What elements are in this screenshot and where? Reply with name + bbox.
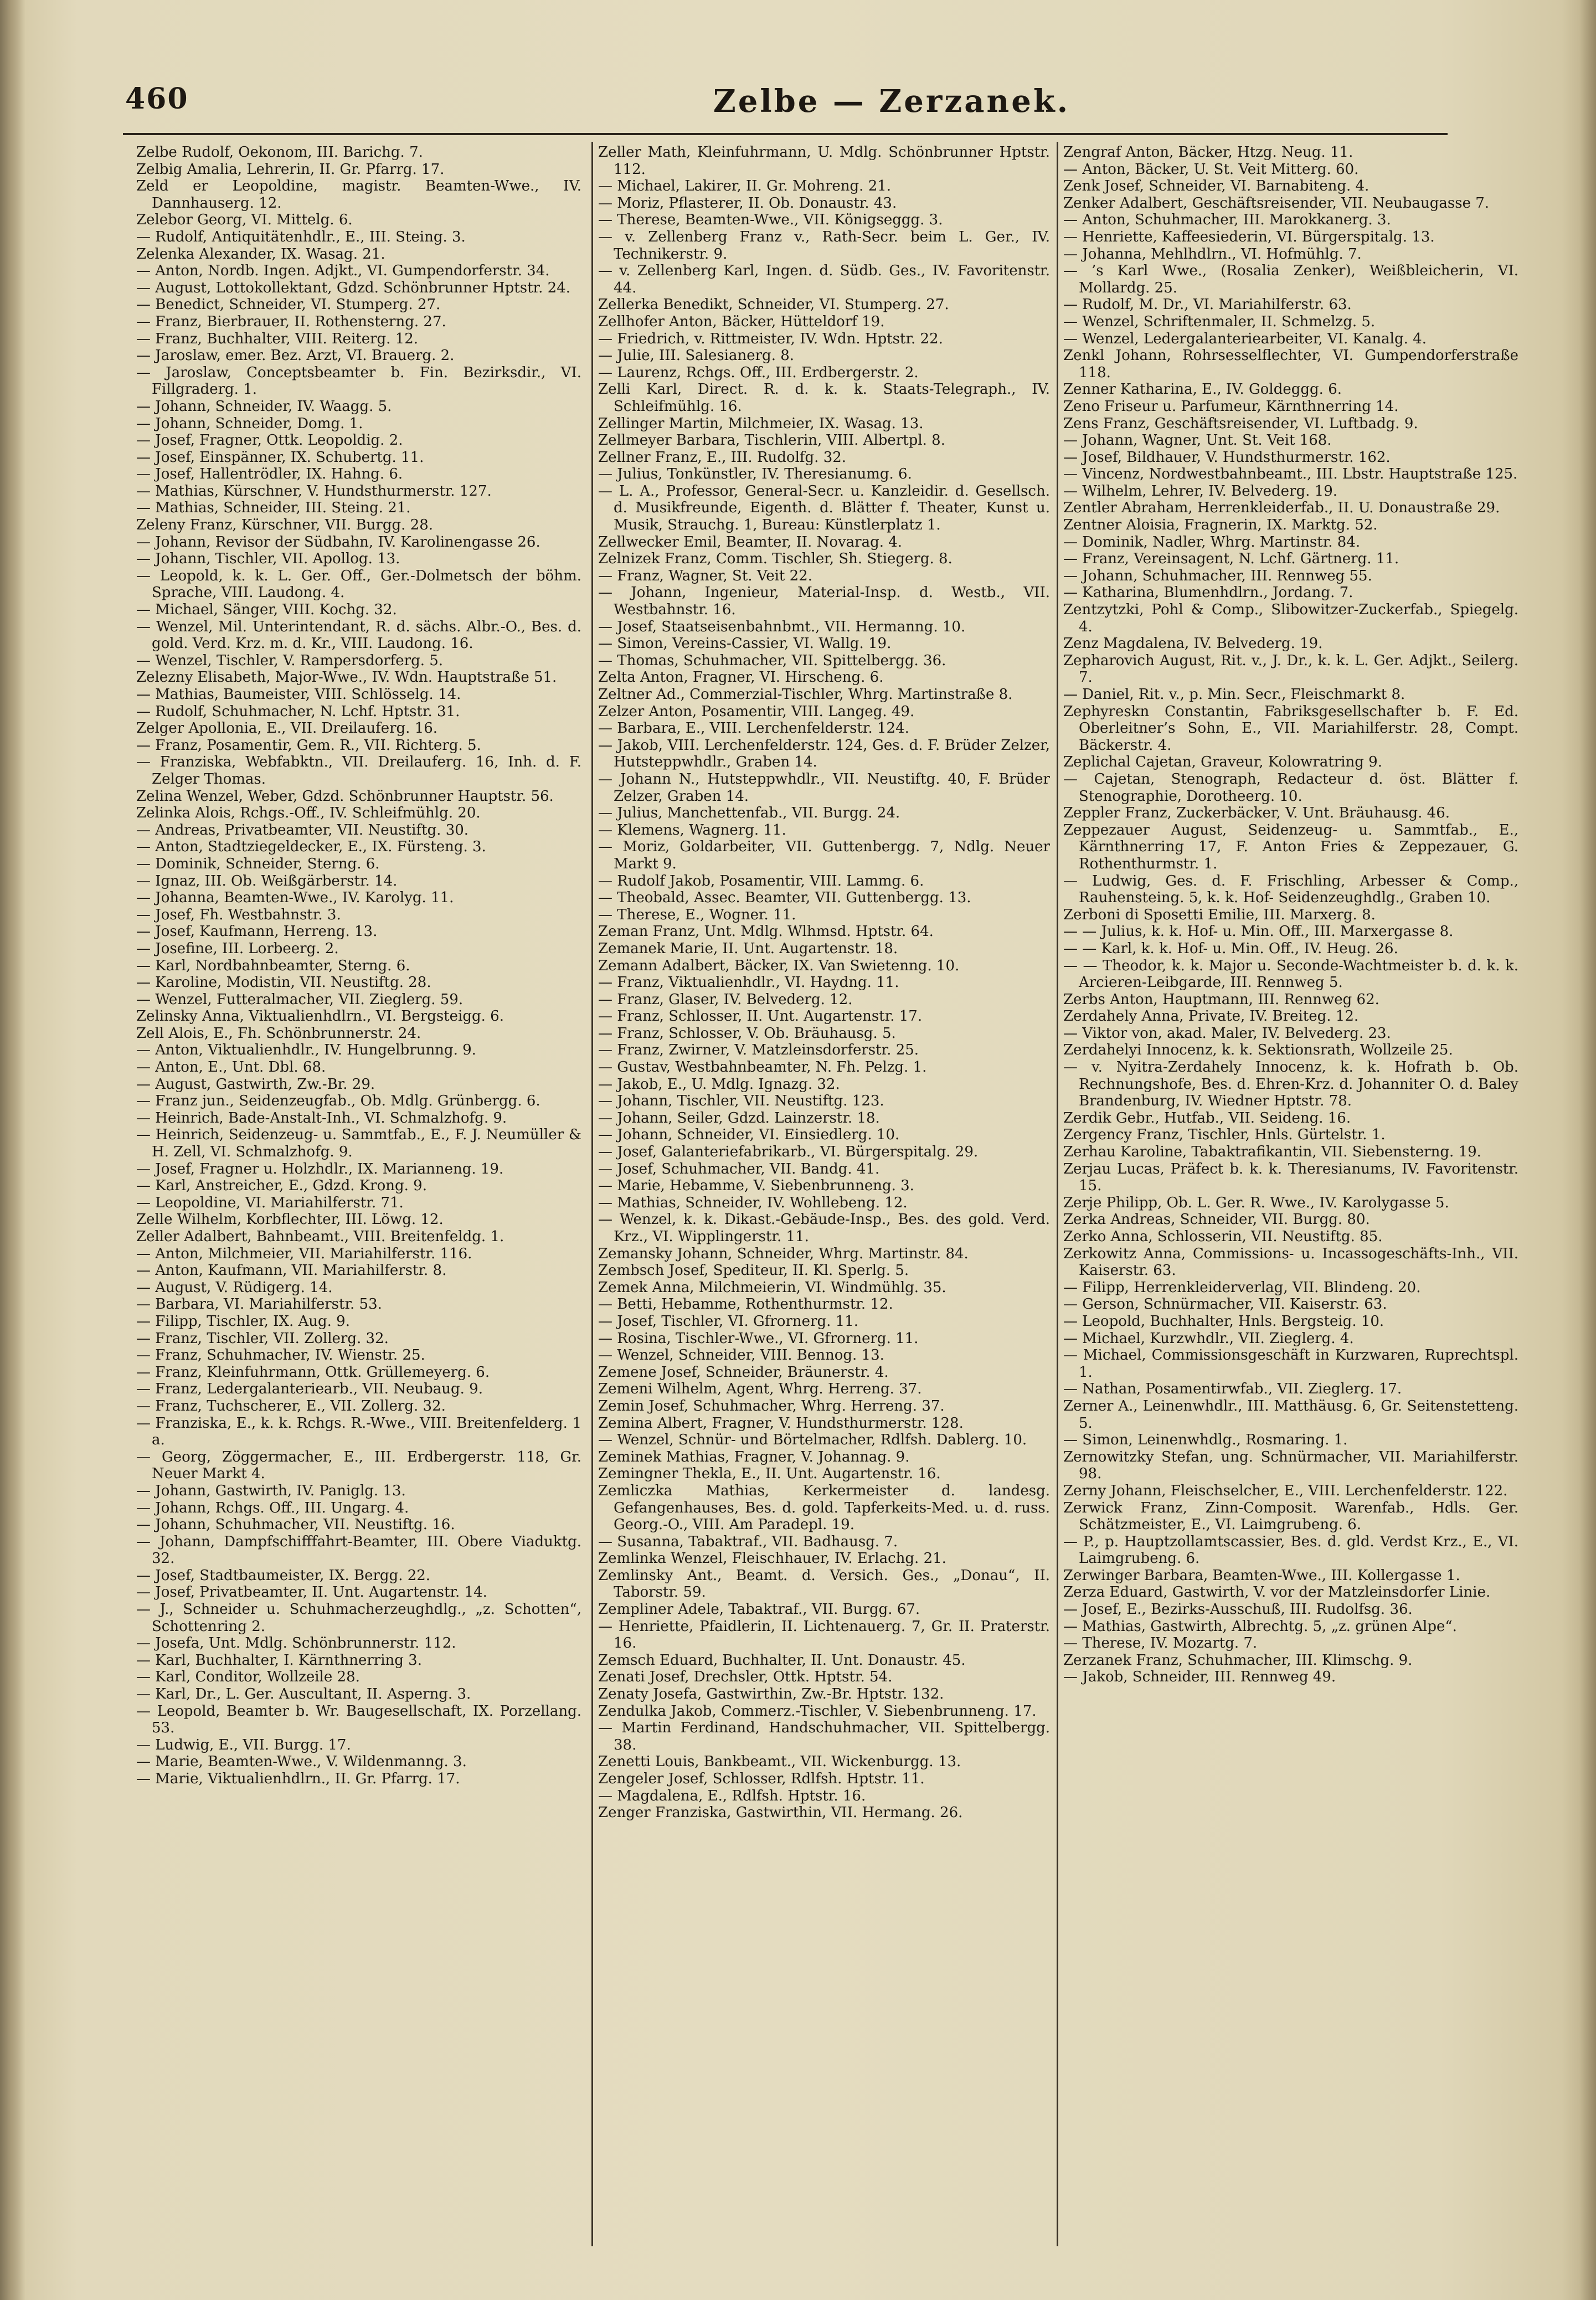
directory-entry: — Dominik, Schneider, Sterng. 6.	[136, 855, 380, 872]
directory-entry: Zellhofer Anton, Bäcker, Hütteldorf 19.	[598, 313, 885, 330]
header-divider	[123, 133, 1448, 135]
directory-entry: — Josefa, Unt. Mdlg. Schönbrunnerstr. 112.	[136, 1635, 456, 1652]
directory-entry: — Magdalena, E., Rdlfsh. Hptstr. 16.	[598, 1787, 866, 1804]
directory-entry: Zeno Friseur u. Parfumeur, Kärnthnerring 14.	[1063, 398, 1399, 415]
directory-entry: — Betti, Hebamme, Rothenthurmstr. 12.	[598, 1296, 893, 1313]
directory-entry: — Heinrich, Seidenzeug- u. Sammtfab., E., F. J. Neumüller & H. Zell, VI. Schmalzhofg. 9.	[136, 1126, 581, 1161]
directory-entry: — Leopold, Buchhalter, Hnls. Bergsteig. 10.	[1063, 1313, 1384, 1330]
directory-entry: Zellmeyer Barbara, Tischlerin, VIII. Albertpl. 8.	[598, 432, 945, 449]
directory-entry: — Jakob, VIII. Lerchenfelderstr. 124, Ges. d. F. Brüder Zelzer, Hutsteppwhdlr., Graben 14.	[598, 737, 1050, 771]
directory-entry: — Franz, Ledergalanteriearb., VII. Neubaug. 9.	[136, 1381, 483, 1398]
directory-entry: — Nathan, Posamentirwfab., VII. Zieglerg. 17.	[1063, 1381, 1402, 1398]
directory-entry: Zelbe Rudolf, Oekonom, III. Barichg. 7.	[136, 144, 423, 161]
directory-entry: Zembsch Josef, Spediteur, II. Kl. Sperlg. 5.	[598, 1262, 909, 1279]
directory-entry: — Wenzel, k. k. Dikast.-Gebäude-Insp., Bes. des gold. Verd. Krz., VI. Wipplingerstr. 11.	[598, 1211, 1050, 1245]
directory-entry: — Wenzel, Ledergalanteriearbeiter, VI. Kanalg. 4.	[1063, 330, 1427, 347]
directory-entry: Zerzanek Franz, Schuhmacher, III. Klimschg. 9.	[1063, 1651, 1413, 1669]
directory-entry: Zempliner Adele, Tabaktraf., VII. Burgg. 67.	[598, 1601, 920, 1618]
page-binding-shadow	[0, 0, 25, 2300]
directory-entry: Zelli Karl, Direct. R. d. k. k. Staats-Telegraph., IV. Schleifmühlg. 16.	[598, 381, 1050, 415]
directory-entry: Zelger Apollonia, E., VII. Dreilauferg. 16.	[136, 720, 438, 737]
directory-entry: — Leopold, Beamter b. Wr. Baugesellschaft, IX. Porzellang. 53.	[136, 1702, 581, 1737]
directory-entry: Zerjau Lucas, Präfect b. k. k. Theresianums, IV. Favoritenstr. 15.	[1063, 1160, 1518, 1195]
directory-entry: — Josef, Kaufmann, Herreng. 13.	[136, 923, 378, 940]
directory-entry: — J., Schneider u. Schuhmacherzeughdlg., „z. Schotten“, Schottenring 2.	[136, 1601, 581, 1635]
directory-entry: — Filipp, Tischler, IX. Aug. 9.	[136, 1313, 350, 1330]
directory-entry: Zerdik Gebr., Hutfab., VII. Seideng. 16.	[1063, 1109, 1351, 1126]
directory-entry: Zelle Wilhelm, Korbflechter, III. Löwg. 12.	[136, 1211, 444, 1228]
directory-entry: — Johann, Rchgs. Off., III. Ungarg. 4.	[136, 1499, 409, 1516]
directory-entry: — Franz, Tischler, VII. Zollerg. 32.	[136, 1330, 389, 1347]
directory-entry: — Johanna, Beamten-Wwe., IV. Karolyg. 11.	[136, 889, 454, 907]
directory-entry: — August, Gastwirth, Zw.-Br. 29.	[136, 1076, 375, 1093]
directory-entry: Zerbs Anton, Hauptmann, III. Rennweg 62.	[1063, 991, 1379, 1008]
directory-entry: Zemsch Eduard, Buchhalter, II. Unt. Donaustr. 45.	[598, 1651, 966, 1669]
directory-entry: — Therese, Beamten-Wwe., VII. Königseggg. 3.	[598, 212, 943, 229]
directory-entry: Zerdahelyi Innocenz, k. k. Sektionsrath, Wollzeile 25.	[1063, 1042, 1453, 1059]
directory-entry: — Anton, Nordb. Ingen. Adjkt., VI. Gumpendorferstr. 34.	[136, 263, 550, 280]
directory-entry: Zelinka Alois, Rchgs.-Off., IV. Schleifmühlg. 20.	[136, 805, 481, 822]
directory-entry: — Therese, E., Wogner. 11.	[598, 906, 796, 923]
directory-entry: — ’s Karl Wwe., (Rosalia Zenker), Weißbleicherin, VI. Mollardg. 25.	[1063, 263, 1518, 296]
directory-entry: — Mathias, Schneider, III. Steing. 21.	[136, 500, 411, 517]
directory-entry: Zemeni Wilhelm, Agent, Whrg. Herreng. 37.	[598, 1381, 922, 1398]
directory-entry: — Thomas, Schuhmacher, VII. Spittelbergg. 36.	[598, 652, 946, 669]
directory-entry: — Susanna, Tabaktraf., VII. Badhausg. 7.	[598, 1533, 898, 1550]
directory-entry: — Johann, Schneider, Domg. 1.	[136, 415, 363, 432]
directory-entry: — Michael, Commissionsgeschäft in Kurzwaren, Ruprechtspl. 1.	[1063, 1347, 1518, 1381]
directory-entry: Zerny Johann, Fleischselcher, E., VIII. Lerchenfelderstr. 122.	[1063, 1482, 1508, 1499]
directory-entry: — Wenzel, Mil. Unterintendant, R. d. sächs. Albr.-O., Bes. d. gold. Verd. Krz. m. d. Kr., VIII. Laudong. 16.	[136, 618, 581, 652]
directory-entry: Zenz Magdalena, IV. Belvederg. 19.	[1063, 635, 1323, 652]
column-middle	[598, 144, 1050, 2243]
directory-entry: — Josef, Fh. Westbahnstr. 3.	[136, 906, 341, 923]
directory-entry: Zellinger Martin, Milchmeier, IX. Wasag. 13.	[598, 415, 924, 432]
directory-entry: — Franz, Viktualienhdlr., VI. Haydng. 11.	[598, 974, 899, 991]
directory-entry: — Heinrich, Bade-Anstalt-Inh., VI. Schmalzhofg. 9.	[136, 1109, 507, 1126]
directory-entry: Zerkowitz Anna, Commissions- u. Incassogeschäfts-Inh., VII. Kaiserstr. 63.	[1063, 1245, 1518, 1279]
directory-entry: Zenkl Johann, Rohrsesselflechter, VI. Gumpendorferstraße 118.	[1063, 347, 1518, 381]
directory-entry: Zeppezauer August, Seidenzeug- u. Sammtfab., E., Kärnthnerring 17, F. Anton Fries & Zeppezauer, G. Rothenthurmstr. 1.	[1063, 821, 1518, 872]
directory-entry: Zelbig Amalia, Lehrerin, II. Gr. Pfarrg. 17.	[136, 161, 445, 178]
directory-entry: — Josef, Fragner, Ottk. Leopoldig. 2.	[136, 432, 403, 449]
directory-entry: — Ludwig, Ges. d. F. Frischling, Arbesser & Comp., Rauhensteing. 5, k. k. Hof- Seidenzeughdlg., Graben 10.	[1063, 872, 1518, 907]
directory-entry: — Katharina, Blumenhdlrn., Jordang. 7.	[1063, 584, 1353, 601]
directory-entry: Zentzytzki, Pohl & Comp., Slibowitzer-Zuckerfab., Spiegelg. 4.	[1063, 601, 1518, 635]
directory-entry: — Josef, Einspänner, IX. Schubertg. 11.	[136, 449, 424, 466]
directory-entry: — — Julius, k. k. Hof- u. Min. Off., III. Marxergasse 8.	[1063, 923, 1454, 940]
directory-entry: Zernowitzky Stefan, ung. Schnürmacher, VII. Mariahilferstr. 98.	[1063, 1448, 1518, 1483]
directory-entry: Zemina Albert, Fragner, V. Hundsthurmerstr. 128.	[598, 1414, 964, 1432]
directory-entry: — L. A., Professor, General-Secr. u. Kanzleidir. d. Gesellsch. d. Musikfreunde, Eigenth. d. Blätter f. Theater, Kunst u. Musik, Strauchg. 1, Bureau: Künstlerplatz 1.	[598, 482, 1050, 534]
directory-entry: — Johann, Gastwirth, IV. Paniglg. 13.	[136, 1482, 406, 1499]
directory-entry: — Johann, Schneider, IV. Waagg. 5.	[136, 398, 392, 415]
directory-entry: — Karl, Anstreicher, E., Gdzd. Krong. 9.	[136, 1177, 427, 1195]
directory-entry: Zellwecker Emil, Beamter, II. Novarag. 4.	[598, 533, 903, 550]
directory-entry: Zerwinger Barbara, Beamten-Wwe., III. Kollergasse 1.	[1063, 1567, 1460, 1584]
directory-entry: Zelnizek Franz, Comm. Tischler, Sh. Stiegerg. 8.	[598, 550, 953, 568]
directory-entry: — Wilhelm, Lehrer, IV. Belvederg. 19.	[1063, 482, 1338, 500]
directory-entry: — Johann, Seiler, Gdzd. Lainzerstr. 18.	[598, 1109, 880, 1126]
directory-entry: Zerka Andreas, Schneider, VII. Burgg. 80.	[1063, 1211, 1370, 1228]
directory-entry: — Franz, Buchhalter, VIII. Reiterg. 12.	[136, 330, 419, 347]
directory-entry: — Anton, Milchmeier, VII. Mariahilferstr. 116.	[136, 1245, 472, 1262]
directory-entry: — Michael, Lakirer, II. Gr. Mohreng. 21.	[598, 178, 892, 195]
directory-entry: Zeller Math, Kleinfuhrmann, U. Mdlg. Schönbrunner Hptstr. 112.	[598, 144, 1050, 178]
directory-entry: Zemene Josef, Schneider, Bräunerstr. 4.	[598, 1363, 889, 1381]
directory-entry: — Johann, Tischler, VII. Apollog. 13.	[136, 550, 400, 568]
directory-entry: Zenger Franziska, Gastwirthin, VII. Hermang. 26.	[598, 1804, 963, 1822]
directory-entry: — Franz, Posamentir, Gem. R., VII. Richterg. 5.	[136, 737, 481, 754]
directory-entry: — Jaroslaw, Conceptsbeamter b. Fin. Bezirksdir., VI. Fillgraderg. 1.	[136, 364, 581, 398]
directory-entry: — Julius, Manchettenfab., VII. Burgg. 24.	[598, 805, 900, 822]
directory-entry: — Friedrich, v. Rittmeister, IV. Wdn. Hptstr. 22.	[598, 330, 943, 347]
directory-entry: — Johann, Ingenieur, Material-Insp. d. Westb., VII. Westbahnstr. 16.	[598, 584, 1050, 619]
directory-entry: — — Theodor, k. k. Major u. Seconde-Wachtmeister b. d. k. k. Arcieren-Leibgarde, III. Rennweg 5.	[1063, 957, 1518, 991]
directory-entry: Zerhau Karoline, Tabaktrafikantin, VII. Siebensterng. 19.	[1063, 1144, 1481, 1161]
directory-entry: Zengeler Josef, Schlosser, Rdlfsh. Hptstr. 11.	[598, 1771, 925, 1787]
directory-entry: — Josef, Staatseisenbahnbmt., VII. Hermanng. 10.	[598, 618, 966, 635]
directory-entry: — Marie, Beamten-Wwe., V. Wildenmanng. 3.	[136, 1753, 467, 1771]
directory-entry: — Josef, Fragner u. Holzhdlr., IX. Marianneng. 19.	[136, 1160, 504, 1177]
directory-entry: — Karl, Conditor, Wollzeile 28.	[136, 1669, 360, 1686]
directory-entry: Zenati Josef, Drechsler, Ottk. Hptstr. 54.	[598, 1669, 893, 1686]
directory-entry: Zemanek Marie, II. Unt. Augartenstr. 18.	[598, 940, 898, 957]
directory-entry: Zelebor Georg, VI. Mittelg. 6.	[136, 212, 353, 229]
column-right	[1063, 144, 1518, 2243]
directory-entry: — Benedict, Schneider, VI. Stumperg. 27.	[136, 296, 441, 313]
directory-entry: — Franz, Tuchscherer, E., VII. Zollerg. 32.	[136, 1397, 446, 1414]
directory-entry: — Johann, Wagner, Unt. St. Veit 168.	[1063, 432, 1332, 449]
directory-entry: — Karoline, Modistin, VII. Neustiftg. 28.	[136, 974, 431, 991]
directory-entry: — Barbara, VI. Mariahilferstr. 53.	[136, 1296, 382, 1313]
directory-entry: Zelenka Alexander, IX. Wasag. 21.	[136, 245, 385, 263]
directory-entry: — Franz, Schlosser, II. Unt. Augartenstr. 17.	[598, 1008, 923, 1025]
directory-entry: — Johann, Dampfschifffahrt-Beamter, III. Obere Viaduktg. 32.	[136, 1533, 581, 1567]
directory-entry: — Franz, Schlosser, V. Ob. Bräuhausg. 5.	[598, 1025, 896, 1042]
directory-entry: — v. Zellenberg Franz v., Rath-Secr. beim L. Ger., IV. Technikerstr. 9.	[598, 228, 1050, 263]
directory-entry: Zemlinka Wenzel, Fleischhauer, IV. Erlachg. 21.	[598, 1550, 946, 1567]
directory-entry: Zeltner Ad., Commerzial-Tischler, Whrg. Martinstraße 8.	[598, 686, 1013, 703]
directory-entry: — Filipp, Herrenkleiderverlag, VII. Blindeng. 20.	[1063, 1279, 1421, 1296]
directory-entry: — Karl, Nordbahnbeamter, Sterng. 6.	[136, 957, 410, 974]
page-number: 460	[125, 82, 189, 116]
directory-entry: Zemingner Thekla, E., II. Unt. Augartenstr. 16.	[598, 1465, 941, 1483]
directory-entry: — Johann N., Hutsteppwhdlr., VII. Neustiftg. 40, F. Brüder Zelzer, Graben 14.	[598, 770, 1050, 805]
directory-entry: — Henriette, Kaffeesiederin, VI. Bürgerspitalg. 13.	[1063, 228, 1435, 245]
directory-entry: — Josef, Stadtbaumeister, IX. Bergg. 22.	[136, 1567, 431, 1584]
directory-entry: — Andreas, Privatbeamter, VII. Neustiftg. 30.	[136, 821, 469, 838]
directory-entry: — Karl, Buchhalter, I. Kärnthnerring 3.	[136, 1651, 422, 1669]
directory-entry: — Franziska, E., k. k. Rchgs. R.-Wwe., VIII. Breitenfelderg. 1 a.	[136, 1414, 581, 1449]
directory-entry: — Johann, Schneider, VI. Einsiedlerg. 10.	[598, 1126, 900, 1144]
directory-entry: — Josef, Schuhmacher, VII. Bandg. 41.	[598, 1160, 880, 1177]
directory-entry: — Josef, Privatbeamter, II. Unt. Augartenstr. 14.	[136, 1584, 487, 1601]
directory-entry: — Wenzel, Schriftenmaler, II. Schmelzg. 5.	[1063, 313, 1376, 330]
directory-entry: Zelta Anton, Fragner, VI. Hirscheng. 6.	[598, 669, 884, 686]
directory-entry: Zeminek Mathias, Fragner, V. Johannag. 9.	[598, 1448, 910, 1465]
directory-entry: — Jaroslaw, emer. Bez. Arzt, VI. Brauerg. 2.	[136, 347, 455, 364]
directory-entry: — Rudolf, M. Dr., VI. Mariahilferstr. 63.	[1063, 296, 1352, 313]
directory-entry: — Johanna, Mehlhdlrn., VI. Hofmühlg. 7.	[1063, 245, 1362, 263]
column-divider-2	[1057, 142, 1058, 2246]
column-divider-1	[591, 142, 593, 2246]
directory-entry: — Mathias, Kürschner, V. Hundsthurmerstr. 127.	[136, 482, 492, 500]
directory-entry: — Mathias, Schneider, IV. Wohllebeng. 12.	[598, 1194, 908, 1211]
directory-entry: — Anton, Bäcker, U. St. Veit Mitterg. 60.	[1063, 161, 1359, 178]
directory-entry: Zentner Aloisia, Fragnerin, IX. Marktg. 52.	[1063, 517, 1378, 534]
directory-entry: Zellner Franz, E., III. Rudolfg. 32.	[598, 449, 847, 466]
directory-entry: Zeld er Leopoldine, magistr. Beamten-Wwe., IV. Dannhauserg. 12.	[136, 178, 581, 212]
directory-entry: Zerwick Franz, Zinn-Composit. Warenfab., Hdls. Ger. Schätzmeister, E., VI. Laimgrubeng. 6.	[1063, 1499, 1518, 1534]
directory-entry: — Theobald, Assec. Beamter, VII. Guttenbergg. 13.	[598, 889, 971, 907]
directory-entry: Zerdahely Anna, Private, IV. Breiteg. 12.	[1063, 1008, 1359, 1025]
directory-entry: — Marie, Viktualienhdlrn., II. Gr. Pfarrg. 17.	[136, 1771, 460, 1787]
directory-entry: — Franziska, Webfabktn., VII. Dreilauferg. 16, Inh. d. F. Zelger Thomas.	[136, 754, 581, 788]
directory-entry: Zelezny Elisabeth, Major-Wwe., IV. Wdn. Hauptstraße 51.	[136, 669, 557, 686]
directory-entry: — Johann, Schuhmacher, VII. Neustiftg. 16.	[136, 1516, 455, 1534]
directory-entry: Zens Franz, Geschäftsreisender, VI. Luftbadg. 9.	[1063, 415, 1418, 432]
directory-entry: — Barbara, E., VIII. Lerchenfelderstr. 124.	[598, 720, 909, 737]
directory-entry: — Daniel, Rit. v., p. Min. Secr., Fleischmarkt 8.	[1063, 686, 1405, 703]
directory-entry: Zeppler Franz, Zuckerbäcker, V. Unt. Bräuhausg. 46.	[1063, 805, 1450, 822]
directory-entry: — August, Lottokollektant, Gdzd. Schönbrunner Hptstr. 24.	[136, 279, 571, 296]
directory-entry: Zemliczka Mathias, Kerkermeister d. landesg. Gefangenhauses, Bes. d. gold. Tapferkeits-Med. u. d. russ. Georg.-O., VIII. Am Paradepl. 19.	[598, 1482, 1050, 1534]
directory-entry: Zergency Franz, Tischler, Hnls. Gürtelstr. 1.	[1063, 1126, 1386, 1144]
directory-entry: — Michael, Kurzwhdlr., VII. Zieglerg. 4.	[1063, 1330, 1354, 1347]
directory-entry: Zenaty Josefa, Gastwirthin, Zw.-Br. Hptstr. 132.	[598, 1686, 944, 1703]
directory-entry: — Anton, Stadtziegeldecker, E., IX. Fürsteng. 3.	[136, 838, 486, 856]
directory-entry: — Josef, Bildhauer, V. Hundsthurmerstr. 162.	[1063, 449, 1391, 466]
directory-entry: — Franz jun., Seidenzeugfab., Ob. Mdlg. Grünbergg. 6.	[136, 1093, 540, 1110]
directory-entry: — Anton, Kaufmann, VII. Mariahilferstr. 8.	[136, 1262, 447, 1279]
directory-entry: — Wenzel, Futteralmacher, VII. Zieglerg. 59.	[136, 991, 464, 1008]
directory-entry: — Simon, Vereins-Cassier, VI. Wallg. 19.	[598, 635, 892, 652]
directory-entry: — Rosina, Tischler-Wwe., VI. Gfrornerg. 11.	[598, 1330, 919, 1347]
directory-entry: — Dominik, Nadler, Whrg. Martinstr. 84.	[1063, 533, 1361, 550]
directory-entry: Zemin Josef, Schuhmacher, Whrg. Herreng. 37.	[598, 1397, 945, 1414]
directory-entry: — Julius, Tonkünstler, IV. Theresianumg. 6.	[598, 466, 912, 483]
directory-entry: — v. Nyitra-Zerdahely Innocenz, k. k. Hofrath b. Ob. Rechnungshofe, Bes. d. Ehren-Krz. d. Johanniter O. d. Baley Brandenburg, IV. Wiedner Hptstr. 78.	[1063, 1059, 1518, 1110]
directory-entry: — Johann, Revisor der Südbahn, IV. Karolinengasse 26.	[136, 533, 540, 550]
directory-entry: — Franz, Kleinfuhrmann, Ottk. Grüllemeyerg. 6.	[136, 1363, 490, 1381]
directory-entry: Zemek Anna, Milchmeierin, VI. Windmühlg. 35.	[598, 1279, 946, 1296]
directory-entry: Zenner Katharina, E., IV. Goldeggg. 6.	[1063, 381, 1342, 398]
directory-entry: Zerza Eduard, Gastwirth, V. vor der Matzleinsdorfer Linie.	[1063, 1584, 1491, 1601]
directory-entry: Zenk Josef, Schneider, VI. Barnabiteng. 4.	[1063, 178, 1370, 195]
directory-entry: — Moriz, Pflasterer, II. Ob. Donaustr. 43.	[598, 194, 897, 212]
page-edge-shadow	[1579, 0, 1596, 2300]
directory-entry: — Anton, Viktualienhdlr., IV. Hungelbrunng. 9.	[136, 1042, 476, 1059]
directory-entry: — Leopold, k. k. L. Ger. Off., Ger.-Dolmetsch der böhm. Sprache, VIII. Laudong. 4.	[136, 567, 581, 601]
directory-entry: Zerko Anna, Schlosserin, VII. Neustiftg. 85.	[1063, 1228, 1383, 1245]
directory-entry: — Anton, E., Unt. Dbl. 68.	[136, 1059, 326, 1076]
directory-entry: — Moriz, Goldarbeiter, VII. Guttenbergg. 7, Ndlg. Neuer Markt 9.	[598, 838, 1050, 872]
directory-entry: Zelina Wenzel, Weber, Gdzd. Schönbrunner Hauptstr. 56.	[136, 788, 554, 805]
directory-entry: Zeman Franz, Unt. Mdlg. Wlhmsd. Hptstr. 64.	[598, 923, 934, 940]
directory-entry: — Simon, Leinenwhdlg., Rosmaring. 1.	[1063, 1432, 1348, 1449]
directory-entry: — Rudolf, Schuhmacher, N. Lchf. Hptstr. 31.	[136, 703, 460, 720]
directory-entry: — Michael, Sänger, VIII. Kochg. 32.	[136, 601, 397, 619]
directory-entry: — Vincenz, Nordwestbahnbeamt., III. Lbstr. Hauptstraße 125.	[1063, 466, 1518, 483]
directory-entry: — Rudolf, Antiquitätenhdlr., E., III. Steing. 3.	[136, 228, 466, 245]
directory-entry: Zelzer Anton, Posamentir, VIII. Langeg. 49.	[598, 703, 915, 720]
directory-entry: Zeleny Franz, Kürschner, VII. Burgg. 28.	[136, 517, 433, 534]
directory-entry: — Mathias, Baumeister, VIII. Schlösselg. 14.	[136, 686, 461, 703]
directory-entry: Zepharovich August, Rit. v., J. Dr., k. k. L. Ger. Adjkt., Seilerg. 7.	[1063, 652, 1518, 686]
directory-entry: — Martin Ferdinand, Handschuhmacher, VII. Spittelbergg. 38.	[598, 1720, 1050, 1753]
directory-entry: — Viktor von, akad. Maler, IV. Belvederg. 23.	[1063, 1025, 1391, 1042]
page-title: Zelbe — Zerzanek.	[713, 83, 1070, 120]
directory-entry: — Josef, Galanteriefabrikarb., VI. Bürgerspitalg. 29.	[598, 1144, 979, 1161]
directory-entry: — Rudolf Jakob, Posamentir, VIII. Lammg. 6.	[598, 872, 924, 889]
directory-entry: Zeller Adalbert, Bahnbeamt., VIII. Breitenfeldg. 1.	[136, 1228, 504, 1245]
directory-entry: — — Karl, k. k. Hof- u. Min. Off., IV. Heug. 26.	[1063, 940, 1398, 957]
directory-entry: — Josefine, III. Lorbeerg. 2.	[136, 940, 339, 957]
directory-entry: Zell Alois, E., Fh. Schönbrunnerstr. 24.	[136, 1025, 421, 1042]
directory-entry: — Franz, Vereinsagent, N. Lchf. Gärtnerg. 11.	[1063, 550, 1399, 568]
directory-entry: — Anton, Schuhmacher, III. Marokkanerg. 3.	[1063, 212, 1391, 229]
directory-entry: — Jakob, E., U. Mdlg. Ignazg. 32.	[598, 1076, 840, 1093]
directory-entry: Zemlinsky Ant., Beamt. d. Versich. Ges., „Donau“, II. Taborstr. 59.	[598, 1567, 1050, 1601]
directory-entry: Zenker Adalbert, Geschäftsreisender, VII. Neubaugasse 7.	[1063, 194, 1490, 212]
directory-entry: Zenetti Louis, Bankbeamt., VII. Wickenburgg. 13.	[598, 1753, 961, 1771]
directory-entry: — August, V. Rüdigerg. 14.	[136, 1279, 333, 1296]
directory-entry: — Wenzel, Tischler, V. Rampersdorferg. 5.	[136, 652, 444, 669]
directory-entry: — Wenzel, Schneider, VIII. Bennog. 13.	[598, 1347, 884, 1364]
directory-entry: Zelinsky Anna, Viktualienhdlrn., VI. Bergsteigg. 6.	[136, 1008, 504, 1025]
directory-entry: — Mathias, Gastwirth, Albrechtg. 5, „z. grünen Alpe“.	[1063, 1618, 1457, 1635]
directory-entry: — Georg, Zöggermacher, E., III. Erdbergerstr. 118, Gr. Neuer Markt 4.	[136, 1448, 581, 1483]
directory-entry: — Josef, Tischler, VI. Gfrornerg. 11.	[598, 1313, 858, 1330]
directory-entry: — Franz, Glaser, IV. Belvederg. 12.	[598, 991, 853, 1008]
directory-entry: Zerner A., Leinenwhdlr., III. Matthäusg. 6, Gr. Seitenstetteng. 5.	[1063, 1397, 1518, 1432]
directory-entry: Zemansky Johann, Schneider, Whrg. Martinstr. 84.	[598, 1245, 969, 1262]
directory-entry: — Marie, Hebamme, V. Siebenbrunneng. 3.	[598, 1177, 914, 1195]
directory-entry: Zephyreskn Constantin, Fabriksgesellschafter b. F. Ed. Oberleitner’s Sohn, E., VII. Mariahilferstr. 28, Compt. Bäckerstr. 4.	[1063, 703, 1518, 754]
directory-entry: — Leopoldine, VI. Mariahilferstr. 71.	[136, 1194, 404, 1211]
directory-entry: Zerboni di Sposetti Emilie, III. Marxerg. 8.	[1063, 906, 1376, 923]
directory-entry: — Laurenz, Rchgs. Off., III. Erdbergerstr. 2.	[598, 364, 919, 381]
directory-entry: — Jakob, Schneider, III. Rennweg 49.	[1063, 1669, 1336, 1686]
directory-entry: — Franz, Schuhmacher, IV. Wienstr. 25.	[136, 1347, 425, 1364]
directory-entry: — Julie, III. Salesianerg. 8.	[598, 347, 795, 364]
directory-entry: — Gerson, Schnürmacher, VII. Kaiserstr. 63.	[1063, 1296, 1387, 1313]
directory-entry: Zerje Philipp, Ob. L. Ger. R. Wwe., IV. Karolygasse 5.	[1063, 1194, 1449, 1211]
directory-entry: — Karl, Dr., L. Ger. Auscultant, II. Asperng. 3.	[136, 1686, 471, 1703]
directory-entry: Zentler Abraham, Herrenkleiderfab., II. U. Donaustraße 29.	[1063, 500, 1500, 517]
directory-entry: — Wenzel, Schnür- und Börtelmacher, Rdlfsh. Dablerg. 10.	[598, 1432, 1027, 1449]
directory-entry: — Cajetan, Stenograph, Redacteur d. öst. Blätter f. Stenographie, Dorotheerg. 10.	[1063, 770, 1518, 805]
directory-entry: Zemann Adalbert, Bäcker, IX. Van Swietenng. 10.	[598, 957, 960, 974]
directory-entry: — Gustav, Westbahnbeamter, N. Fh. Pelzg. 1.	[598, 1059, 927, 1076]
directory-entry: — Franz, Bierbrauer, II. Rothensterng. 27.	[136, 313, 446, 330]
directory-entry: — Franz, Zwirner, V. Matzleinsdorferstr. 25.	[598, 1042, 919, 1059]
directory-entry: Zendulka Jakob, Commerz.-Tischler, V. Siebenbrunneng. 17.	[598, 1702, 1037, 1720]
directory-entry: — P., p. Hauptzollamtscassier, Bes. d. gld. Verdst Krz., E., VI. Laimgrubeng. 6.	[1063, 1533, 1518, 1567]
directory-entry: — Ignaz, III. Ob. Weißgärberstr. 14.	[136, 872, 398, 889]
directory-entry: — Henriette, Pfaidlerin, II. Lichtenauerg. 7, Gr. II. Praterstr. 16.	[598, 1618, 1050, 1652]
directory-entry: — Klemens, Wagnerg. 11.	[598, 821, 786, 838]
directory-entry: — Josef, Hallentrödler, IX. Hahng. 6.	[136, 466, 403, 483]
column-left	[136, 144, 581, 2243]
directory-entry: — Johann, Tischler, VII. Neustiftg. 123.	[598, 1093, 884, 1110]
directory-entry: — Therese, IV. Mozartg. 7.	[1063, 1635, 1258, 1652]
directory-entry: — v. Zellenberg Karl, Ingen. d. Südb. Ges., IV. Favoritenstr. 44.	[598, 263, 1050, 296]
directory-entry: Zeplichal Cajetan, Graveur, Kolowratring 9.	[1063, 754, 1382, 771]
directory-entry: — Johann, Schuhmacher, III. Rennweg 55.	[1063, 567, 1372, 584]
directory-entry: Zengraf Anton, Bäcker, Htzg. Neug. 11.	[1063, 144, 1353, 161]
directory-entry: — Franz, Wagner, St. Veit 22.	[598, 567, 812, 584]
directory-entry: — Ludwig, E., VII. Burgg. 17.	[136, 1736, 351, 1753]
directory-entry: — Josef, E., Bezirks-Ausschuß, III. Rudolfsg. 36.	[1063, 1601, 1413, 1618]
directory-entry: Zellerka Benedikt, Schneider, VI. Stumperg. 27.	[598, 296, 949, 313]
